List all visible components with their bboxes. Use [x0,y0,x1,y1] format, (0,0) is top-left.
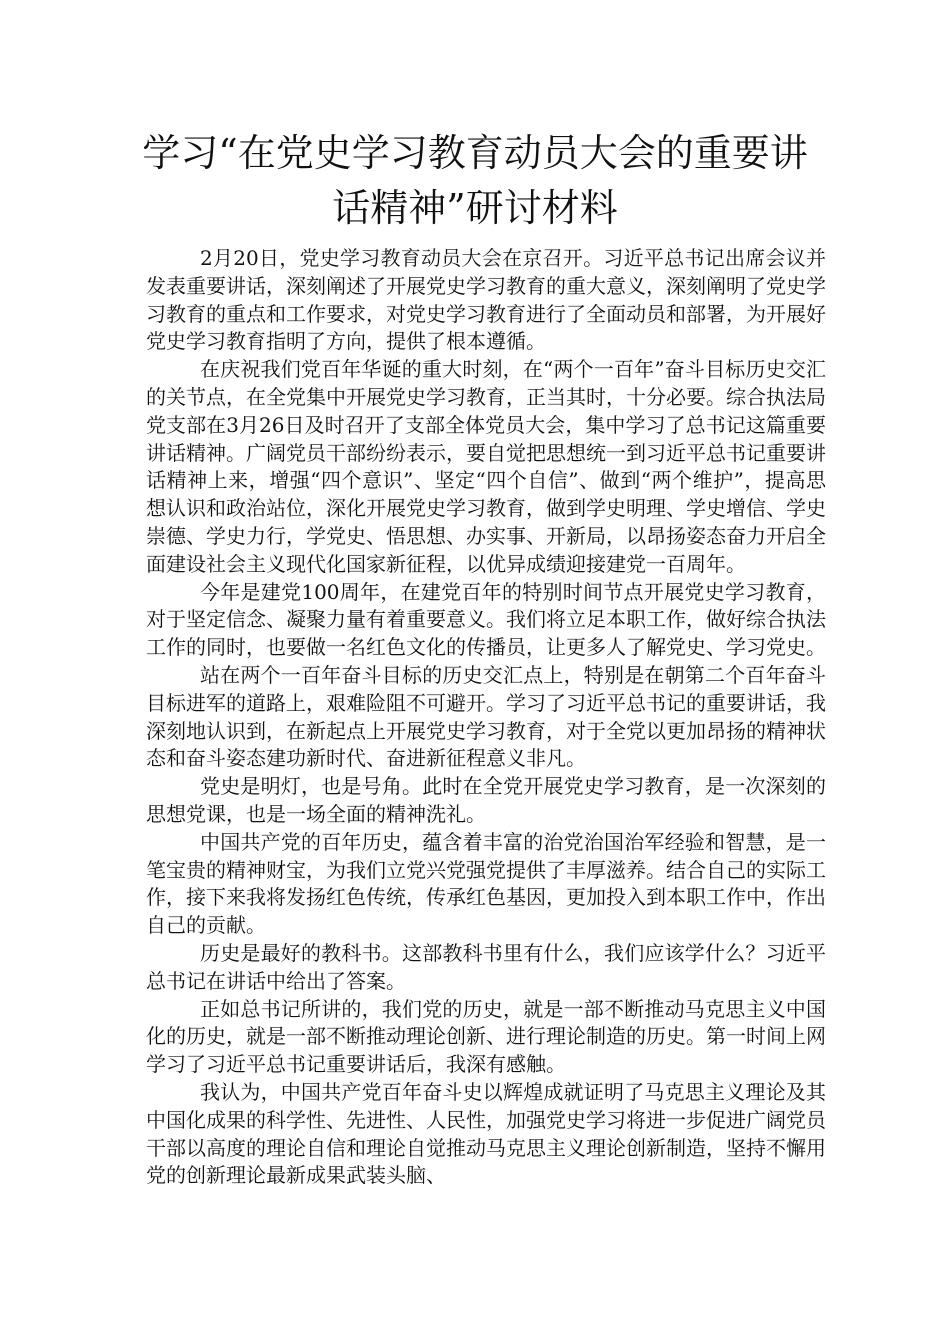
paragraph-4: 站在两个一百年奋斗目标的历史交汇点上，特别是在朝第二个百年奋斗目标进军的道路上，艰难险阻不可避开。学习了习近平总书记的重要讲话，我深刻地认识到，在新起点上开展党史学习教育，对于全党以更加昂扬的精神状态和奋斗姿态建功新时代、奋进新征程意义非凡。 [146,662,826,771]
title-line-1: 学习“在党史学习教育动员大会的重要讲 [142,131,808,175]
document-title [120,126,830,236]
paragraph-6: 中国共产党的百年历史，蕴含着丰富的治党治国治军经验和智慧，是一笔宝贵的精神财宝，为我们立党兴党强党提供了丰厚滋养。结合自己的实际工作，接下来我将发扬红色传统，传承红色基因，更加投入到本职工作中，作出自己的贡献。 [146,829,826,938]
paragraph-2: 在庆祝我们党百年华诞的重大时刻，在“两个一百年”奋斗目标历史交汇的关节点，在全党集中开展党史学习教育，正当其时，十分必要。综合执法局党支部在3月26日及时召开了支部全体党员大会，集中学习了总书记这篇重要讲话精神。广阔党员干部纷纷表示，要自觉把思想统一到习近平总书记重要讲话精神上来，增强“四个意识”、坚定“四个自信”、做到“两个维护”，提高思想认识和政治站位，深化开展党史学习教育，做到学史明理、学史增信、学史崇德、学史力行，学党史、悟思想、办实事、开新局，以昂扬姿态奋力开启全面建设社会主义现代化国家新征程，以优异成绩迎接建党一百周年。 [146,357,826,576]
paragraph-8: 正如总书记所讲的，我们党的历史，就是一部不断推动马克思主义中国化的历史，就是一部不断推动理论创新、进行理论制造的历史。第一时间上网学习了习近平总书记重要讲话后，我深有感触。 [146,996,826,1077]
paragraph-1: 2月20日，党史学习教育动员大会在京召开。习近平总书记出席会议并发表重要讲话，深刻阐述了开展党史学习教育的重大意义，深刻阐明了党史学习教育的重点和工作要求，对党史学习教育进行了全面动员和部署，为开展好党史学习教育指明了方向，提供了根本遵循。 [146,246,826,354]
paragraph-5: 党史是明灯，也是号角。此时在全党开展党史学习教育，是一次深刻的思想党课，也是一场全面的精神洗礼。 [146,774,826,826]
paragraph-9: 我认为，中国共产党百年奋斗史以辉煌成就证明了马克思主义理论及其中国化成果的科学性、先进性、人民性，加强党史学习将进一步促进广阔党员干部以高度的理论自信和理论自觉推动马克思主义理论创新制造，坚持不懈用党的创新理论最新成果武装头脑、 [146,1079,826,1188]
document-body [146,245,826,1190]
paragraph-3: 今年是建党100周年，在建党百年的特别时间节点开展党史学习教育，对于坚定信念、凝聚力量有着重要意义。我们将立足本职工作，做好综合执法工作的同时，也要做一名红色文化的传播员，让更多人了解党史、学习党史。 [146,579,826,660]
title-line-2: 话精神”研讨材料 [332,186,618,230]
paragraph-7: 历史是最好的教科书。这部教科书里有什么，我们应该学什么？习近平总书记在讲话中给出了答案。 [146,940,826,993]
